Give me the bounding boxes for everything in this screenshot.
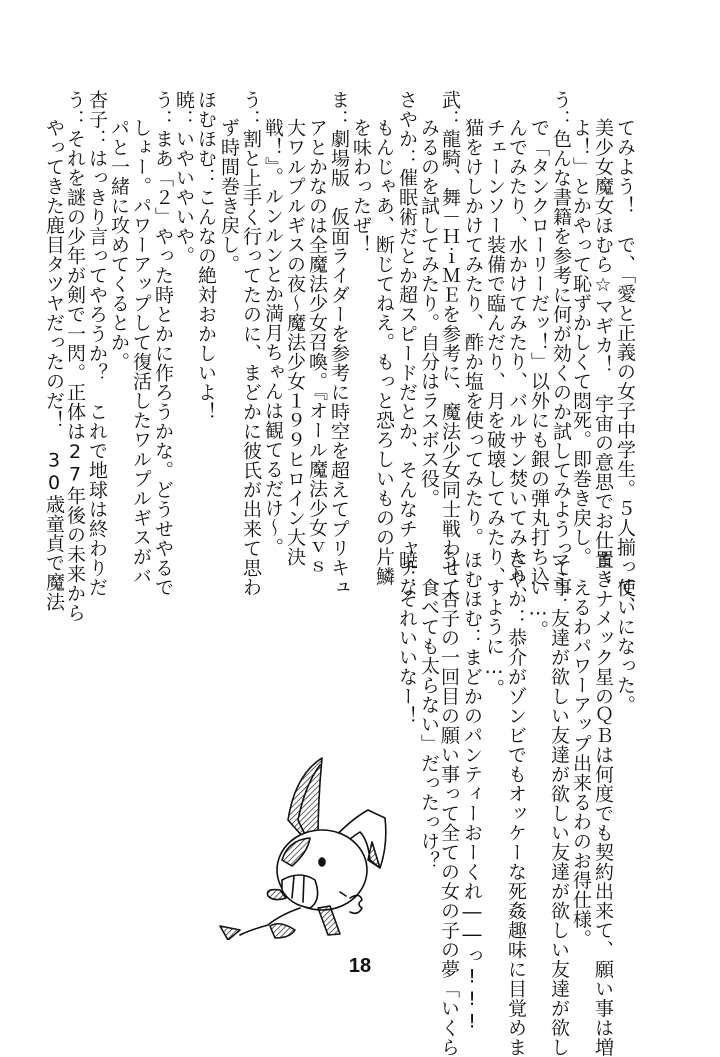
top_block-text-column: 武：龍騎、舞－ＨｉＭＥを参考に、魔法少女同士戦わせて	[439, 90, 461, 597]
page-number: 18	[348, 955, 372, 977]
top_block-text-column: う：まあ「２」やった時とかに作ろうかな。どうせやるで	[152, 90, 174, 597]
bottom_block-text-column: い…。	[527, 578, 549, 640]
top_block-text-column: で「タンクローリーだッ！」以外にも銀の弾丸打ち込	[528, 118, 550, 586]
top_block-text-column: を味わったぜ！	[350, 118, 372, 255]
rabbit-illustration	[210, 730, 410, 940]
top_block-text-column: 杏子：はっきり言ってやろうか？ これで地球は終わりだ	[86, 90, 108, 597]
top_block-text-column: てみよう！ で、「愛と正義の女子中学生。５人揃って、	[614, 118, 636, 616]
top_block-text-column: パと一緒に攻めてくるとか。	[108, 118, 130, 372]
bottom_block-text-column: マミ：友達が欲しい友達が欲しい友達が欲しい友達が欲し	[548, 550, 570, 1057]
top_block-text-column: もんじゃあ、断じてねえ。もっと恐ろしいものの片鱗	[373, 118, 395, 586]
top_block-text-column: 戦！』。ルンルンとか満月ちゃんは観てるだけ～。	[262, 118, 284, 557]
top_block-text-column: やってきた鹿目タツヤだったのだ！ 30歳童貞で魔法	[43, 118, 65, 612]
bottom_block-text-column: ま：ナメック星のＱＢは何度でも契約出来て、願い事は増	[592, 550, 614, 1057]
bottom_block-text-column: すように…。	[483, 578, 505, 698]
top_block-text-column: よ！」とかやって恥ずかしくて悶死。即巻き戻し。	[570, 118, 592, 567]
bottom_block-text-column: う：杏子の一回目の願い事って全ての女の子の夢「いくら	[438, 550, 460, 1057]
top_block-text-column: さやか：催眠術だとか超スピードだとか、そんなチャチな	[396, 90, 418, 597]
top_block-text-column: ま：劇場版 仮面ライダーを参考に時空を超えてプリキュ	[328, 90, 350, 597]
bottom_block-text-column: ほむほむ：まどかのパンティーおーくれ――っ!!!	[461, 550, 483, 1033]
top_block-text-column: う：割と上手く行ってたのに、まどかに彼氏が出来て思わ	[240, 90, 262, 597]
top_block-text-column: う：色んな書籍を参考に何が効くのか試してみようって事	[550, 90, 572, 597]
bottom_block-text-column: 暁：それいいなー！	[396, 550, 418, 726]
top_block-text-column: ほむほむ：こんなの絶対おかしいよ！	[195, 90, 217, 422]
bottom_block-text-column: えるわパワーアップ出来るわのお得仕様。	[570, 578, 592, 949]
top_block-text-column: チェーンソー装備で臨んだり、月を破壊してみたり、	[484, 118, 506, 586]
bottom_block-text-column: 使いになった。	[614, 578, 636, 715]
top_block-text-column: 暁：いやいやいや。	[173, 90, 195, 266]
top_block-text-column: 大ワルプルギスの夜～魔法少女１９９ヒロイン大決	[284, 118, 306, 567]
top_block-text-column: 美少女魔女ほむら☆マギカ！ 宇宙の意思でお仕置き	[592, 118, 614, 589]
top_block-text-column: んでみたり、水かけてみたり、バルサン焚いてみたり、	[506, 118, 528, 606]
top_block-text-column: しょー。パワーアップして復活したワルプルギスがバ	[130, 118, 152, 586]
top_block-text-column: ず時間巻き戻し。	[218, 118, 240, 274]
top_block-text-column: みるのを試してみたり。自分はラスボス役。	[418, 118, 440, 508]
top_block-text-column: アとかなのは全魔法少女召喚。『オール魔法少女ｖｓ	[306, 118, 328, 577]
top_block-text-column: 猫をけしかけてみたり、酢か塩を使ってみたり。	[462, 118, 484, 547]
top_block-text-column: う：それを謎の少年が剣で一閃。正体は27年後の未来から	[64, 90, 86, 623]
bottom_block-text-column: さやか：恭介がゾンビでもオッケーな死姦趣味に目覚めま	[505, 550, 527, 1057]
bottom_block-text-column: 食べても太らない」だったっけ？	[418, 578, 440, 871]
